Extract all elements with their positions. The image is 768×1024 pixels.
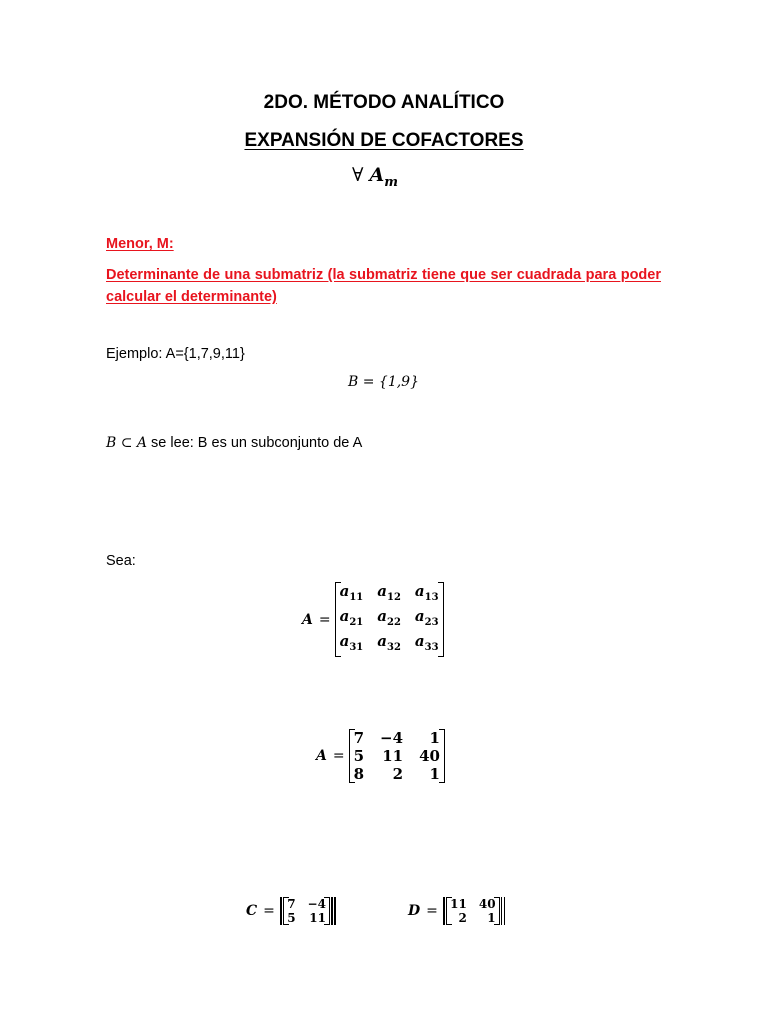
minor-c-grid: [287, 897, 326, 925]
matrix-symbolic-equals: =: [318, 611, 331, 628]
matrix-cell: $a_{31}$: [339, 632, 364, 653]
matrix-cell: 2: [392, 765, 404, 783]
matrix-cell: 40: [478, 897, 496, 911]
example-label: Ejemplo: A={1,7,9,11}: [106, 346, 245, 362]
matrix-cell: $a_{23}$: [414, 607, 439, 628]
matrix-cell: −4: [380, 729, 404, 747]
forall-subscript: m: [384, 174, 399, 190]
matrix-numeric-name: A: [316, 748, 327, 764]
minor-d-equals: =: [426, 903, 438, 919]
sea-label: Sea:: [106, 553, 136, 569]
forall-symbol: ∀: [352, 164, 364, 186]
menor-heading: Menor, M:: [106, 236, 174, 252]
set-b: B = {1,9}: [348, 374, 419, 390]
matrix-cell: $a_{32}$: [377, 632, 401, 653]
matrix-numeric-equals: =: [332, 748, 345, 764]
matrix-cell: $a_{33}$: [414, 632, 439, 653]
title-method: 2DO. MÉTODO ANALÍTICO: [263, 92, 505, 113]
matrix-numeric-brackets: [349, 729, 445, 783]
matrix-numeric: [316, 729, 445, 783]
matrix-symbolic: [302, 582, 444, 657]
forall-variable: A: [369, 164, 385, 186]
title-cofactor-expansion: EXPANSIÓN DE COFACTORES: [244, 130, 524, 151]
minor-d-determinant: [442, 897, 507, 925]
matrix-cell: 11: [309, 911, 326, 925]
matrix-cell: 5: [353, 747, 365, 765]
minor-c-equals: =: [263, 903, 275, 919]
matrix-cell: 11: [382, 747, 404, 765]
matrix-cell: 7: [353, 729, 365, 747]
minor-d-grid: [450, 897, 495, 925]
matrix-cell: 5: [287, 911, 296, 925]
minor-d: [408, 897, 507, 925]
matrix-symbolic-grid: [340, 582, 439, 657]
matrix-cell: 1: [429, 765, 440, 783]
matrix-cell: 7: [287, 897, 296, 911]
matrix-cell: 1: [429, 729, 440, 747]
forall-expression: [352, 164, 398, 190]
matrix-cell: $a_{22}$: [377, 607, 401, 628]
matrix-symbolic-brackets: [335, 582, 444, 657]
subset-line: [106, 435, 362, 451]
matrix-cell: $a_{13}$: [414, 582, 439, 603]
matrix-cell: $a_{12}$: [377, 582, 401, 603]
minor-d-name: D: [408, 903, 421, 919]
matrix-cell: 1: [487, 911, 496, 925]
minor-c: [246, 897, 337, 925]
matrix-cell: 8: [353, 765, 365, 783]
minor-c-determinant: [279, 897, 337, 925]
matrix-cell: 40: [419, 747, 440, 765]
subset-text: se lee: B es un subconjunto de A: [147, 435, 363, 451]
matrix-cell: $a_{21}$: [339, 607, 364, 628]
matrix-numeric-grid: [354, 729, 440, 783]
subset-math: B ⊂ A: [106, 435, 148, 451]
matrix-symbolic-name: A: [302, 611, 313, 628]
matrix-cell: −4: [307, 897, 326, 911]
matrix-cell: 11: [450, 897, 467, 911]
minor-c-name: C: [246, 903, 258, 919]
matrix-cell: $a_{11}$: [339, 582, 364, 603]
menor-definition: Determinante de una submatriz (la submatriz tiene que ser cuadrada para poder calcular el determinante): [106, 267, 661, 305]
matrix-cell: 2: [458, 911, 467, 925]
